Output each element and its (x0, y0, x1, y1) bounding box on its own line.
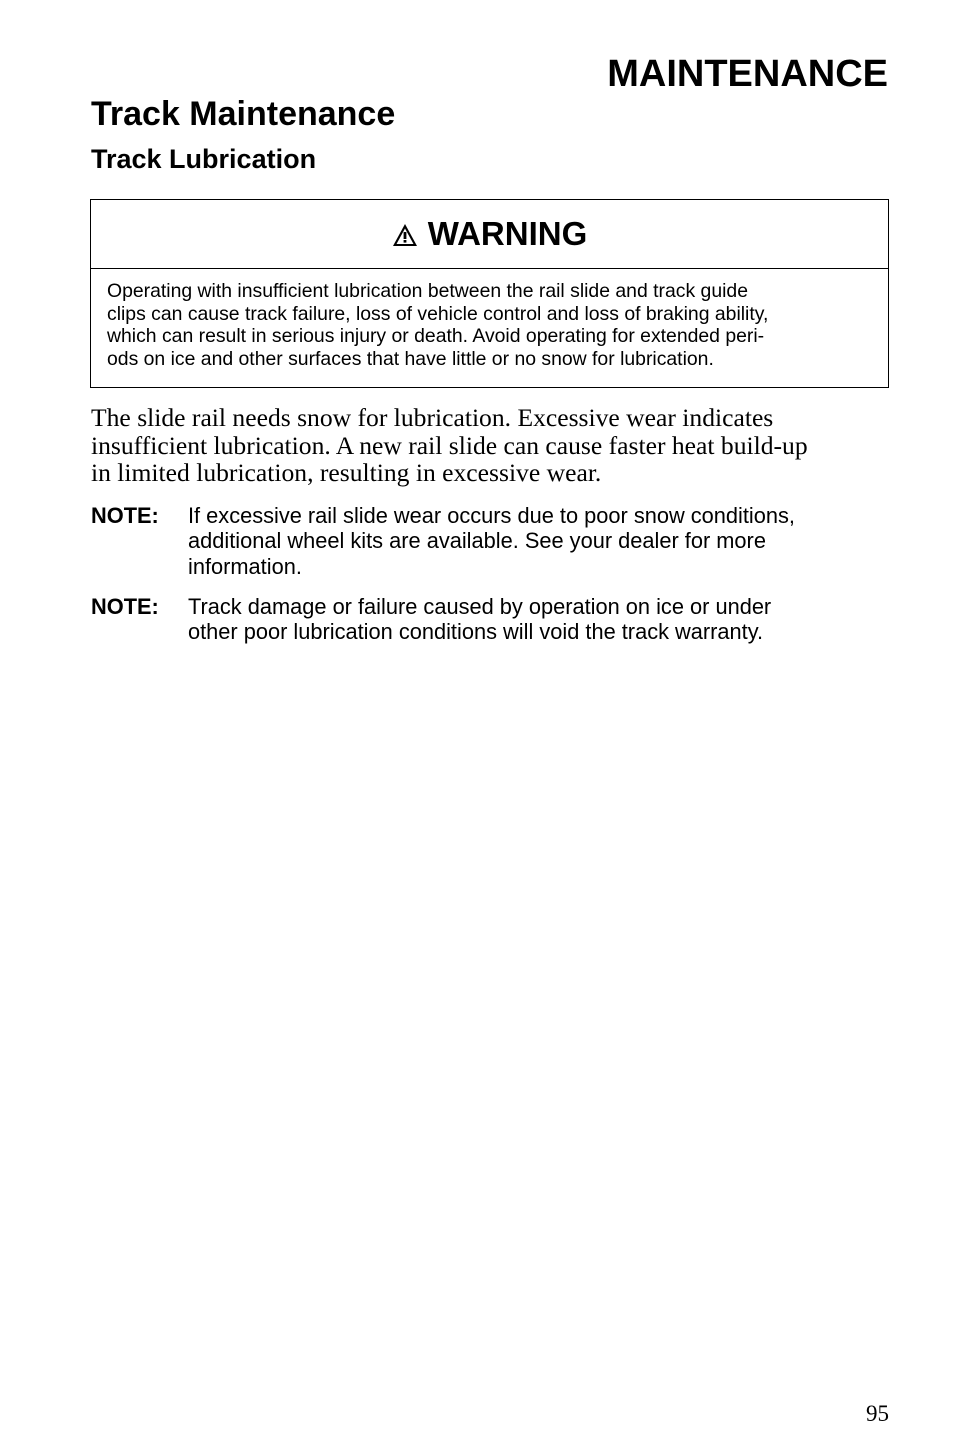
note-label: NOTE: (91, 594, 159, 619)
body-line: The slide rail needs snow for lubrication. Excessive wear indicates (91, 403, 774, 432)
page-title: Track Maintenance (91, 95, 396, 133)
warning-line: clips can cause track failure, loss of vehicle control and loss of braking ability, (107, 302, 769, 325)
page-number: 95 (866, 1401, 889, 1426)
note-1 (91, 503, 891, 579)
note-line: Track damage or failure caused by operation on ice or under (188, 594, 772, 619)
body-paragraph (91, 404, 891, 487)
subtitle: Track Lubrication (91, 144, 317, 174)
note-line: If excessive rail slide wear occurs due to poor snow conditions, (188, 503, 795, 528)
warning-triangle-icon (392, 223, 418, 247)
note-line: additional wheel kits are available. See your dealer for more (188, 528, 766, 554)
warning-header (91, 200, 888, 269)
warning-box (90, 199, 889, 388)
warning-title: WARNING (427, 215, 588, 252)
section-header: MAINTENANCE (607, 53, 888, 95)
body-line: insufficient lubrication. A new rail slide can cause faster heat build-up (91, 430, 808, 460)
note-text (188, 594, 891, 645)
warning-line: which can result in serious injury or death. Avoid operating for extended peri- (107, 325, 765, 347)
note-2 (91, 594, 891, 645)
body-line: in limited lubrication, resulting in excessive wear. (91, 458, 602, 487)
warning-text (91, 269, 888, 370)
warning-line: ods on ice and other surfaces that have little or no snow for lubrication. (107, 347, 714, 370)
note-line: other poor lubrication conditions will void the track warranty. (188, 619, 764, 645)
warning-line: Operating with insufficient lubrication between the rail slide and track guide (107, 280, 748, 302)
note-line: information. (188, 553, 302, 579)
note-text (188, 503, 891, 579)
note-label: NOTE: (91, 503, 159, 528)
